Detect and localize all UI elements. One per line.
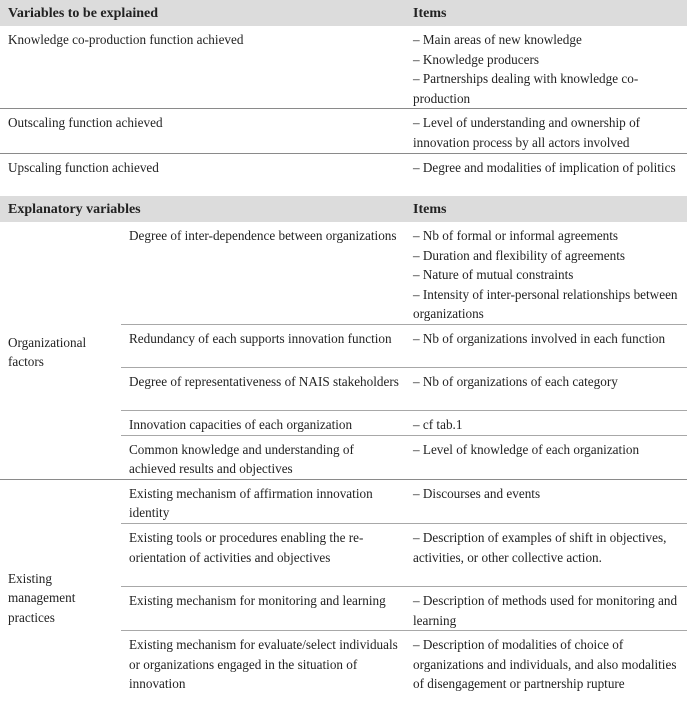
items-cell [405,631,687,713]
items-cell [405,325,687,368]
item-line: – Partnerships dealing with knowledge co-production [413,71,639,106]
item-line: – Nb of organizations involved in each function [413,331,666,347]
table-row [0,109,687,153]
variable-cell: Degree of inter-dependence between organizations [121,222,405,324]
variable-cell: Existing mechanism for monitoring and learning [121,587,405,631]
group-label-existing-management-practices: Existing management practices [8,570,76,626]
items-cell [405,153,687,196]
variable-cell: Existing mechanism for evaluate/select individuals or organizations engaged in the situation of innovation [129,637,398,692]
items-cell [405,435,687,479]
items-cell [405,587,687,631]
item-line: – Description of modalities of choice of organizations and individuals, and also modalities of disengagement or partnership rupture [413,637,677,692]
variable-cell: Existing mechanism of affirmation innovation identity [121,479,405,523]
header-items: Items [405,196,687,222]
item-line: – Nb of formal or informal agreements [413,228,619,244]
item-line: – Level of knowledge of each organization [413,441,640,457]
table-row [0,153,687,196]
items-cell [405,479,687,523]
items-cell [405,524,687,587]
variable-cell: Existing tools or procedures enabling the re-orientation of activities and objectives [121,524,405,587]
item-line: – cf tab.1 [413,417,463,433]
item-line: – Description of examples of shift in objectives, activities, or other collective action. [413,530,667,565]
item-line: – Main areas of new knowledge [413,32,582,47]
items-cell [405,26,687,109]
table-row [0,222,687,324]
items-cell [405,411,687,436]
header-variables-to-be-explained: Variables to be explained [0,0,405,26]
section2-header-row [0,196,687,222]
table-row [0,479,687,523]
item-line: – Level of understanding and ownership of innovation process by all actors involved [413,115,641,150]
section1-header-row [0,0,687,26]
items-cell [405,109,687,153]
variable-cell: Outscaling function achieved [0,109,405,153]
items-cell [405,368,687,411]
group-label-organizational-factors: Organizational factors [0,222,121,479]
variable-cell: Innovation capacities of each organization [121,411,405,436]
header-explanatory-variables: Explanatory variables [0,196,405,222]
item-line: – Intensity of inter-personal relationships between organizations [413,286,678,322]
header-items: Items [405,0,687,26]
item-line: – Knowledge producers [413,51,539,67]
item-line: – Duration and flexibility of agreements [413,247,626,263]
variable-cell: Knowledge co-production function achieved [0,26,405,109]
table-row [0,26,687,109]
variable-cell: Common knowledge and understanding of achieved results and objectives [121,435,405,479]
item-line: – Description of methods used for monitoring and learning [413,593,678,628]
item-line: – Degree and modalities of implication of politics [413,159,676,175]
item-line: – Discourses and events [413,485,541,501]
item-line: – Nb of organizations of each category [413,374,618,390]
items-cell [405,222,687,324]
item-line: – Nature of mutual constraints [413,267,574,283]
variable-cell: Upscaling function achieved [8,159,159,175]
variable-cell: Redundancy of each supports innovation function [121,325,405,368]
variable-cell: Degree of representativeness of NAIS stakeholders [121,368,405,411]
